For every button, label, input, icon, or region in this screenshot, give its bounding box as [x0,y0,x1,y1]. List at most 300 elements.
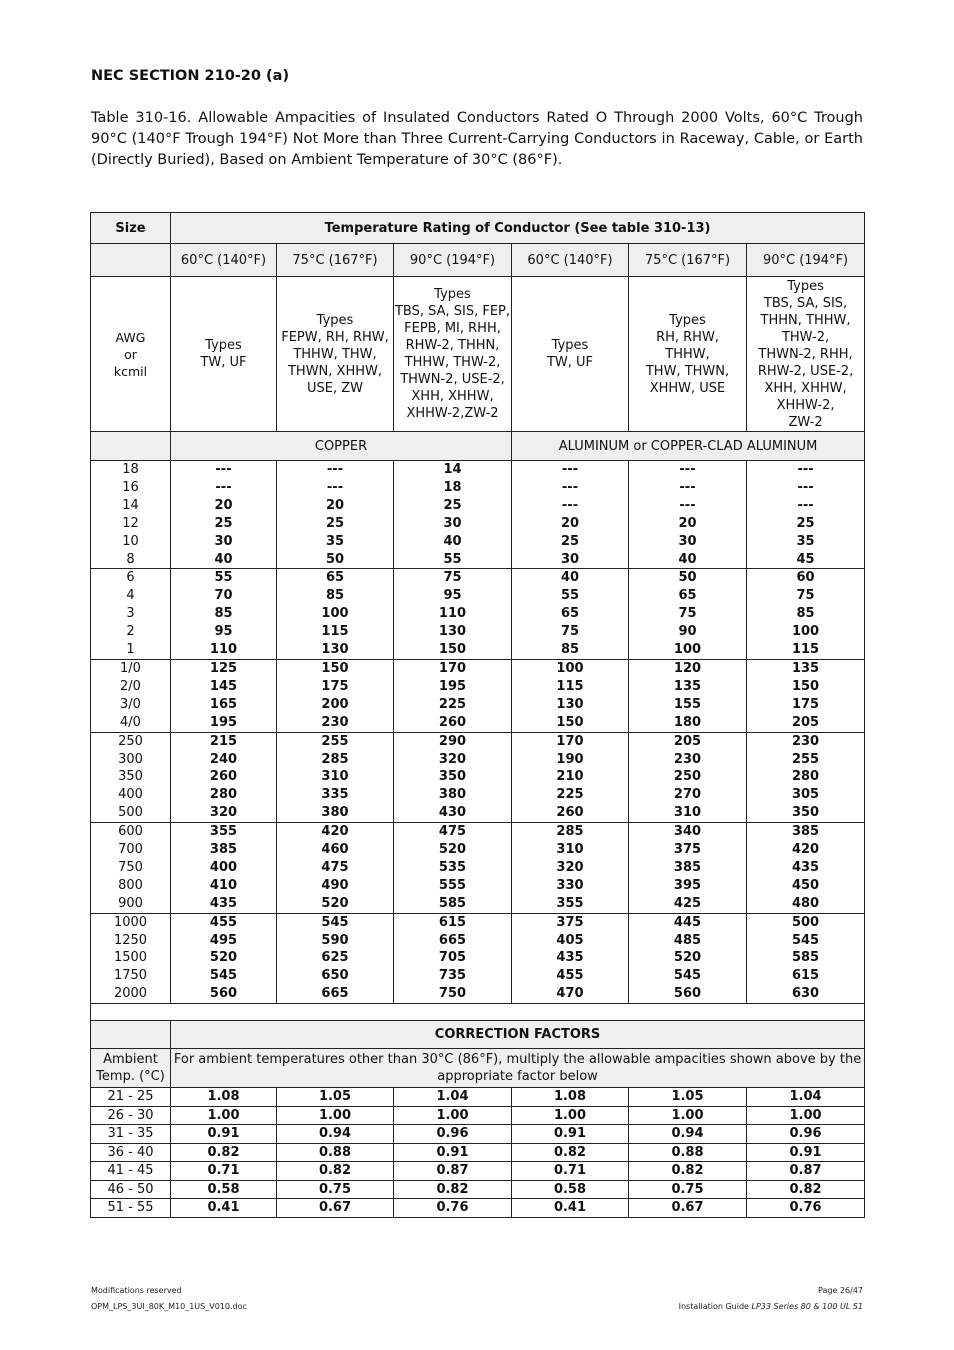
ampacity-value: 150 [438,642,467,658]
ampacity-value: 75 [443,570,462,586]
ampacity-value: 85 [796,606,815,622]
ampacity-value: 585 [791,950,820,966]
ampacity-value: 485 [673,932,702,948]
ampacity-value: 320 [209,805,238,821]
ampacity-column [277,659,394,732]
conductor-type-line: THWN, XHHW, [287,363,382,379]
spacer-row [91,1004,865,1021]
conductor-size: 14 [122,497,139,513]
correction-factor-value: 1.00 [629,1106,747,1125]
ampacity-value: 560 [673,986,702,1002]
ampacity-value: 200 [321,696,349,712]
conductor-type-line: THWN-2, RHH, [758,346,853,362]
ampacity-value: --- [797,462,814,477]
ampacity-value: 410 [209,877,238,893]
ampacity-group-row [91,823,865,914]
correction-factor-value: 1.00 [512,1106,629,1125]
ampacity-value: --- [326,462,344,477]
correction-factor-value: 0.67 [629,1199,747,1218]
ampacity-value: 310 [673,805,702,821]
correction-factor-value: 0.96 [747,1125,865,1144]
ampacity-value: 330 [556,877,584,893]
ampacity-column [171,823,277,914]
ampacity-value: 305 [791,787,820,803]
ampacity-value: 135 [673,678,702,694]
ampacity-value: 380 [438,787,467,803]
ampacity-value: 180 [673,714,702,730]
ampacity-value: 205 [673,733,702,749]
ampacity-value: 750 [438,986,467,1002]
ampacity-value: 560 [209,986,238,1002]
ampacity-value: 14 [443,462,462,477]
types-label: Types [205,338,242,353]
ampacity-column [394,659,512,732]
ampacity-value: 385 [673,859,702,875]
correction-description-row [91,1049,865,1088]
ampacity-value: 95 [214,624,233,640]
ampacity-value: 450 [791,877,820,893]
conductor-types-cell [629,277,747,432]
ampacity-value: 385 [791,824,820,840]
footer-modifications: Modifications reserved [91,1286,182,1295]
conductor-type-line: XHHW-2,ZW-2 [406,406,499,421]
size-column [91,569,171,660]
blank-cell [91,1021,171,1049]
ampacity-column [512,659,629,732]
ampacity-value: 285 [321,751,349,767]
ampacity-value: 25 [325,515,345,531]
ampacity-value: 20 [214,497,233,513]
ampacity-value: 270 [673,787,702,803]
ampacity-value: 35 [796,533,815,549]
conductor-type-line: FEPW, RH, RHW, [281,329,389,345]
ampacity-column [747,659,865,732]
correction-factor-value: 0.71 [171,1162,277,1181]
ampacity-value: 225 [438,696,467,712]
ampacity-value: 250 [673,769,702,785]
ampacity-value: 65 [325,570,345,586]
ampacity-value: 195 [438,678,467,694]
correction-factor-value: 0.76 [394,1199,512,1218]
correction-factor-value: 1.08 [512,1088,629,1107]
ampacity-value: 705 [438,950,467,966]
conductor-size: 16 [122,479,139,495]
ampacity-value: 375 [673,842,702,858]
ampacity-value: 455 [209,914,238,930]
ampacity-value: 20 [678,515,697,531]
ampacity-value: --- [797,497,814,513]
correction-factor-value: 0.91 [171,1125,277,1144]
copper-label: COPPER [171,432,512,461]
correction-factor-value: 0.87 [394,1162,512,1181]
ampacity-group-row [91,659,865,732]
types-label: Types [434,287,471,302]
ampacity-value: 255 [321,733,349,749]
correction-factor-value: 0.67 [277,1199,394,1218]
types-label: Types [551,338,589,353]
conductor-size: 250 [118,733,143,749]
ampacity-value: 205 [791,714,820,730]
ampacity-column [277,823,394,914]
ampacity-value: 25 [796,515,815,531]
conductor-types-cell [171,277,277,432]
ampacity-value: 405 [556,932,584,948]
ampacity-value: 230 [673,751,702,767]
ampacity-value: 35 [325,533,345,549]
ampacity-value: 240 [209,751,238,767]
ampacity-value: 115 [321,624,349,640]
ampacity-value: 480 [791,895,820,911]
conductor-size: 8 [126,551,135,567]
ampacity-group-row [91,461,865,569]
ampacity-value: 30 [560,551,580,567]
ampacity-value: 40 [214,551,233,567]
ampacity-value: 125 [209,660,238,676]
ampacity-column [394,461,512,569]
ampacity-value: 280 [791,769,820,785]
conductor-size: 1250 [113,932,148,948]
footer-guide-title: Installation Guide LP33 Series 80 & 100 UL S1 [678,1302,863,1311]
ampacity-value: 585 [438,895,467,911]
conductor-size: 4/0 [120,714,141,730]
correction-factor-value: 0.82 [747,1180,865,1199]
conductor-type-line: THHW, [665,346,710,362]
ampacity-value: 420 [791,842,820,858]
ampacity-value: 310 [556,842,584,858]
correction-factor-value: 1.05 [629,1088,747,1107]
ampacity-value: 350 [791,805,820,821]
ampacity-value: 260 [438,714,467,730]
conductor-type-line: RH, RHW, [656,329,719,345]
ampacity-value: 100 [321,606,349,622]
ampacity-value: 135 [791,660,820,676]
correction-factor-value: 0.71 [512,1162,629,1181]
ampacity-column [171,569,277,660]
correction-factor-value: 0.88 [629,1143,747,1162]
ampacity-value: 20 [560,515,580,531]
correction-factor-value: 1.04 [747,1088,865,1107]
ampacity-value: 290 [438,733,467,749]
ampacity-value: 18 [443,479,462,495]
ampacity-value: --- [561,497,579,513]
ampacity-value: 260 [209,769,238,785]
correction-factor-value: 1.00 [277,1106,394,1125]
ampacity-column [629,732,747,823]
correction-factor-value: 0.96 [394,1125,512,1144]
size-column [91,659,171,732]
footer-page-number: Page 26/47 [818,1286,863,1295]
conductor-type-line: THHN, THHW, [760,312,851,328]
ampacity-value: 230 [791,733,820,749]
ampacity-value: 130 [556,696,584,712]
conductor-size: 300 [118,751,143,767]
ampacity-value: --- [561,479,579,495]
correction-factor-value: 0.76 [747,1199,865,1218]
correction-factor-value: 0.87 [747,1162,865,1181]
ampacity-value: 165 [209,696,238,712]
ampacity-value: 85 [214,606,233,622]
ampacity-value: 55 [214,570,233,586]
conductor-size: 400 [118,787,143,803]
ampacity-value: 475 [438,824,467,840]
correction-factor-row [91,1143,865,1162]
ampacity-value: 535 [438,859,467,875]
ampacity-value: 75 [560,624,580,640]
ampacity-value: 130 [438,624,467,640]
ampacity-value: --- [679,479,696,495]
correction-factor-value: 1.00 [171,1106,277,1125]
ampacity-value: 400 [209,859,238,875]
ampacity-value: 155 [673,696,702,712]
conductor-types-cell [512,277,629,432]
ampacity-column [394,823,512,914]
ampacity-column [394,913,512,1004]
blank-cell [91,244,171,277]
correction-factor-value: 0.58 [512,1180,629,1199]
ampacity-value: 255 [791,751,820,767]
ampacity-value: 495 [209,932,238,948]
ampacity-column [512,732,629,823]
ampacity-value: 115 [556,678,584,694]
temperature-range: 41 - 45 [91,1162,171,1181]
correction-factors-title: CORRECTION FACTORS [171,1021,865,1049]
ampacity-value: 420 [321,824,349,840]
conductor-size: 6 [126,570,135,586]
correction-factor-row [91,1162,865,1181]
correction-factor-value: 0.88 [277,1143,394,1162]
ampacity-value: 110 [438,606,467,622]
ampacity-column [747,732,865,823]
correction-factor-row [91,1106,865,1125]
correction-factor-value: 0.82 [171,1143,277,1162]
correction-factor-value: 0.75 [277,1180,394,1199]
ampacity-value: 260 [556,805,584,821]
ampacity-group-row [91,732,865,823]
ampacity-value: 375 [556,914,584,930]
ampacity-value: --- [215,479,232,495]
ampacity-value: 120 [673,660,702,676]
ampacity-column [629,461,747,569]
conductor-size: 1500 [113,950,148,966]
ampacity-value: 195 [209,714,238,730]
ampacity-value: 25 [214,515,233,531]
temp-header: 90°C (194°F) [394,244,512,277]
conductor-size: 18 [122,462,139,477]
correction-factor-value: 0.82 [629,1162,747,1181]
ampacity-value: 30 [214,533,233,549]
ampacity-value: 520 [209,950,238,966]
ampacity-column [394,569,512,660]
size-header: Size [91,213,171,244]
ampacity-column [277,461,394,569]
ampacity-column [512,823,629,914]
ampacity-value: 665 [438,932,467,948]
ampacity-value: 75 [678,606,697,622]
ampacity-value: 150 [556,714,584,730]
ampacity-column [747,461,865,569]
ampacity-value: 590 [321,932,349,948]
ampacity-value: 45 [796,551,815,567]
ampacity-value: 225 [556,787,584,803]
ampacity-value: 115 [791,642,820,658]
ampacity-value: 95 [443,588,462,604]
ampacity-value: 355 [556,895,584,911]
correction-factor-value: 0.91 [394,1143,512,1162]
ampacity-value: --- [215,462,232,477]
ampacity-value: 40 [443,533,462,549]
ampacity-value: 490 [321,877,349,893]
conductor-type-line: FEPB, MI, RHH, [404,321,501,336]
ampacity-value: 520 [321,895,349,911]
ampacity-value: 30 [443,515,462,531]
conductor-type-line: THWN-2, USE-2, [400,372,505,387]
conductor-type-line: TBS, SA, SIS, [763,295,848,311]
ampacity-value: 100 [673,642,702,658]
conductor-size: 700 [118,842,143,858]
correction-factor-value: 0.94 [277,1125,394,1144]
ampacity-value: 100 [556,660,584,676]
ampacity-value: 445 [673,914,702,930]
conductor-type-line: THW-2, [781,329,830,345]
ampacity-value: --- [561,462,579,477]
ampacity-value: 310 [321,769,349,785]
temp-header: 75°C (167°F) [277,244,394,277]
ampacity-value: 190 [556,751,584,767]
ampacity-value: 385 [209,842,238,858]
awg-kcmil-label: AWG or kcmil [91,277,171,432]
footer-document-id: OPM_LPS_3UI_80K_M10_1US_V010.doc [91,1302,247,1311]
ampacity-value: 65 [560,606,580,622]
ampacity-table [90,212,865,1218]
ampacity-value: 25 [560,533,580,549]
conductor-type-line: RHW-2, USE-2, [757,363,854,379]
ampacity-value: 355 [209,824,238,840]
conductor-type-line: THHW, THW, [293,346,377,362]
ampacity-value: 435 [209,895,238,911]
conductor-size: 900 [118,895,143,911]
ampacity-value: 175 [791,696,820,712]
ampacity-column [629,913,747,1004]
aluminum-label: ALUMINUM or COPPER-CLAD ALUMINUM [512,432,865,461]
ampacity-value: 40 [678,551,697,567]
conductor-size: 1/0 [120,660,141,676]
ampacity-column [629,659,747,732]
size-column [91,732,171,823]
ampacity-value: 335 [321,787,349,803]
temperature-range: 26 - 30 [91,1106,171,1125]
temperature-range: 36 - 40 [91,1143,171,1162]
conductor-size: 350 [118,769,143,785]
conductor-size: 2 [126,624,135,640]
ampacity-value: 545 [209,968,238,984]
conductor-type-line: USE, ZW [306,380,363,396]
ampacity-value: 380 [321,805,349,821]
ampacity-value: 210 [556,769,584,785]
ampacity-column [512,913,629,1004]
correction-factor-value: 0.82 [394,1180,512,1199]
ampacity-value: 430 [438,805,467,821]
ampacity-value: 615 [791,968,820,984]
conductor-type-line: XHH, XHHW, [411,389,494,404]
ampacity-value: 395 [673,877,702,893]
ampacity-value: 25 [443,497,462,513]
ampacity-column [277,569,394,660]
ambient-temp-label: Ambient Temp. (°C) [91,1049,171,1088]
conductor-type-line: ZW-2 [788,414,823,430]
conductor-size: 3/0 [120,696,141,712]
conductor-types-cell [277,277,394,432]
ampacity-value: --- [326,479,344,495]
conductor-size: 1000 [113,914,148,930]
ampacity-value: 30 [678,533,697,549]
conductor-size: 4 [126,588,135,604]
ampacity-value: 435 [556,950,584,966]
ampacity-value: 55 [560,588,580,604]
correction-description: For ambient temperatures other than 30°C (86°F), multiply the allowable ampacities shown above by the appropriate factor below [171,1049,865,1088]
conductor-size: 3 [126,606,135,622]
temp-header: 90°C (194°F) [747,244,865,277]
ampacity-value: 615 [438,914,467,930]
ampacity-value: 70 [214,588,233,604]
conductor-size: 12 [122,515,139,531]
ampacity-value: 350 [438,769,467,785]
types-label: Types [316,312,354,328]
conductor-size: 2/0 [120,678,141,694]
ampacity-value: 50 [678,570,697,586]
types-label: Types [787,278,824,294]
ampacity-value: 555 [438,877,467,893]
ampacity-column [171,732,277,823]
ampacity-value: 455 [556,968,584,984]
conductor-type-line: TBS, SA, SIS, FEP, [394,304,511,319]
correction-title-row [91,1021,865,1049]
ampacity-value: 170 [556,733,584,749]
blank-cell [91,432,171,461]
ampacity-column [512,461,629,569]
ampacity-value: 215 [209,733,238,749]
correction-factor-row [91,1199,865,1218]
conductor-type-line: TW, UF [200,355,247,370]
ampacity-value: 85 [325,588,345,604]
ampacity-value: 650 [321,968,349,984]
size-column [91,823,171,914]
ampacity-column [171,461,277,569]
correction-factor-value: 0.58 [171,1180,277,1199]
ampacity-value: 150 [791,678,820,694]
temperature-rating-header: Temperature Rating of Conductor (See table 310-13) [171,213,865,244]
conductor-size: 750 [118,859,143,875]
ampacity-value: 425 [673,895,702,911]
ampacity-value: 110 [209,642,238,658]
correction-factor-value: 1.04 [394,1088,512,1107]
types-label: Types [669,312,706,328]
ampacity-column [277,732,394,823]
conductor-size: 500 [118,805,143,821]
ampacity-value: --- [797,479,814,495]
ampacity-value: 20 [325,497,345,513]
correction-factor-value: 0.41 [171,1199,277,1218]
temperature-range: 31 - 35 [91,1125,171,1144]
ampacity-value: 130 [321,642,349,658]
ampacity-value: 435 [791,859,820,875]
ampacity-value: 75 [796,588,815,604]
ampacity-value: 665 [321,986,349,1002]
ampacity-value: 545 [321,914,349,930]
ampacity-value: 520 [438,842,467,858]
correction-factor-value: 0.75 [629,1180,747,1199]
ampacity-column [747,823,865,914]
correction-factor-value: 0.82 [512,1143,629,1162]
